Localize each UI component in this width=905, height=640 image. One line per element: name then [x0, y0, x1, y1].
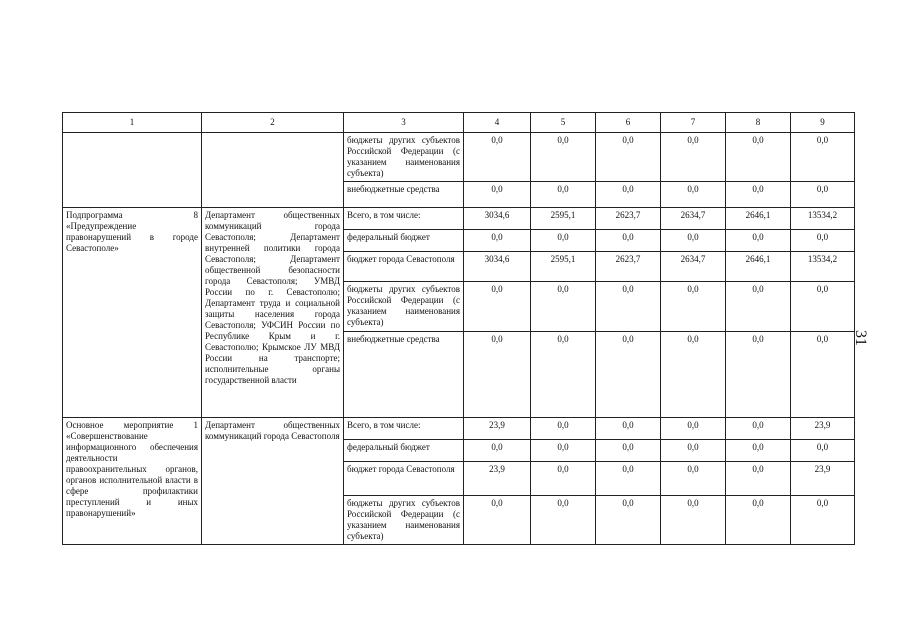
value-cell: 0,0	[661, 462, 726, 496]
value-cell: 0,0	[464, 230, 531, 252]
funding-source-cell: внебюджетные средства	[344, 332, 464, 418]
value-cell: 2595,1	[531, 208, 596, 230]
value-cell: 0,0	[726, 133, 791, 182]
value-cell: 0,0	[531, 462, 596, 496]
funding-source-cell: федеральный бюджет	[344, 440, 464, 462]
value-cell: 23,9	[791, 418, 855, 440]
value-cell: 0,0	[791, 440, 855, 462]
value-cell: 0,0	[596, 418, 661, 440]
value-cell: 0,0	[464, 496, 531, 545]
funding-source-cell: федеральный бюджет	[344, 230, 464, 252]
column-header: 8	[726, 113, 791, 133]
table-row	[63, 208, 855, 230]
funding-source-cell: Всего, в том числе:	[344, 208, 464, 230]
value-cell: 0,0	[726, 230, 791, 252]
column-header: 3	[344, 113, 464, 133]
value-cell: 0,0	[661, 418, 726, 440]
funding-source-cell: бюджет города Севастополя	[344, 252, 464, 282]
value-cell: 0,0	[596, 230, 661, 252]
value-cell: 2634,7	[661, 208, 726, 230]
value-cell: 0,0	[464, 133, 531, 182]
value-cell: 0,0	[661, 133, 726, 182]
value-cell: 0,0	[464, 282, 531, 332]
value-cell: 2623,7	[596, 208, 661, 230]
value-cell: 0,0	[596, 182, 661, 208]
value-cell: 2634,7	[661, 252, 726, 282]
value-cell: 0,0	[531, 282, 596, 332]
value-cell: 0,0	[596, 133, 661, 182]
executors-cell	[202, 133, 344, 208]
value-cell: 0,0	[726, 332, 791, 418]
column-header: 1	[63, 113, 202, 133]
value-cell: 0,0	[791, 282, 855, 332]
value-cell: 0,0	[661, 282, 726, 332]
value-cell: 0,0	[596, 462, 661, 496]
program-name-cell	[63, 133, 202, 208]
value-cell: 0,0	[661, 496, 726, 545]
funding-source-cell: Всего, в том числе:	[344, 418, 464, 440]
value-cell: 0,0	[661, 332, 726, 418]
budget-table	[62, 112, 855, 545]
value-cell: 0,0	[661, 182, 726, 208]
value-cell: 0,0	[531, 182, 596, 208]
table-row	[63, 133, 855, 182]
program-name-cell: Основное мероприятие 1 «Совершенствование информационного обеспечения деятельности правоохранительных органов, органов исполнительной власти в сфере профилактики преступлений и иных правонарушений»	[63, 418, 202, 545]
column-header: 5	[531, 113, 596, 133]
value-cell: 0,0	[791, 182, 855, 208]
value-cell: 0,0	[726, 462, 791, 496]
value-cell: 2595,1	[531, 252, 596, 282]
value-cell: 0,0	[464, 440, 531, 462]
value-cell: 0,0	[791, 230, 855, 252]
value-cell: 0,0	[596, 282, 661, 332]
program-name-cell: Подпрограмма 8 «Предупреждение правонарушений в городе Севастополе»	[63, 208, 202, 418]
value-cell: 0,0	[596, 332, 661, 418]
value-cell: 0,0	[791, 496, 855, 545]
value-cell: 0,0	[661, 440, 726, 462]
value-cell: 0,0	[661, 230, 726, 252]
value-cell: 0,0	[531, 496, 596, 545]
value-cell: 2646,1	[726, 252, 791, 282]
value-cell: 13534,2	[791, 252, 855, 282]
value-cell: 13534,2	[791, 208, 855, 230]
value-cell: 0,0	[531, 332, 596, 418]
value-cell: 3034,6	[464, 252, 531, 282]
value-cell: 0,0	[726, 496, 791, 545]
value-cell: 23,9	[464, 418, 531, 440]
table-row	[63, 418, 855, 440]
value-cell: 23,9	[464, 462, 531, 496]
value-cell: 0,0	[464, 332, 531, 418]
value-cell: 2646,1	[726, 208, 791, 230]
value-cell: 23,9	[791, 462, 855, 496]
executors-cell: Департамент общественных коммуникаций города Севастополя	[202, 418, 344, 545]
column-header: 7	[661, 113, 726, 133]
value-cell: 2623,7	[596, 252, 661, 282]
value-cell: 0,0	[464, 182, 531, 208]
funding-source-cell: бюджеты других субъектов Российской Федерации (с указанием наименования субъекта)	[344, 496, 464, 545]
value-cell: 0,0	[531, 133, 596, 182]
funding-source-cell: внебюджетные средства	[344, 182, 464, 208]
value-cell: 3034,6	[464, 208, 531, 230]
column-header: 2	[202, 113, 344, 133]
funding-source-cell: бюджет города Севастополя	[344, 462, 464, 496]
header-row	[63, 113, 855, 133]
value-cell: 0,0	[531, 418, 596, 440]
value-cell: 0,0	[791, 133, 855, 182]
value-cell: 0,0	[531, 440, 596, 462]
value-cell: 0,0	[596, 440, 661, 462]
column-header: 4	[464, 113, 531, 133]
value-cell: 0,0	[791, 332, 855, 418]
value-cell: 0,0	[726, 182, 791, 208]
value-cell: 0,0	[596, 496, 661, 545]
value-cell: 0,0	[726, 282, 791, 332]
executors-cell: Департамент общественных коммуникаций города Севастополя; Департамент внутренней политики города Севастополя; Департамент общественной безопасности города Севастополя; УМВД России по г. Севастополю; Департамент труда и социальной защиты населения города Севастополя; УФСИН России по Республике Крым и г. Севастополю; Крымское ЛУ МВД России на транспорте; исполнительные органы государственной власти	[202, 208, 344, 418]
funding-source-cell: бюджеты других субъектов Российской Федерации (с указанием наименования субъекта)	[344, 282, 464, 332]
column-header: 6	[596, 113, 661, 133]
funding-source-cell: бюджеты других субъектов Российской Федерации (с указанием наименования субъекта)	[344, 133, 464, 182]
value-cell: 0,0	[531, 230, 596, 252]
column-header: 9	[791, 113, 855, 133]
value-cell: 0,0	[726, 418, 791, 440]
page-number: 31	[852, 330, 869, 346]
value-cell: 0,0	[726, 440, 791, 462]
